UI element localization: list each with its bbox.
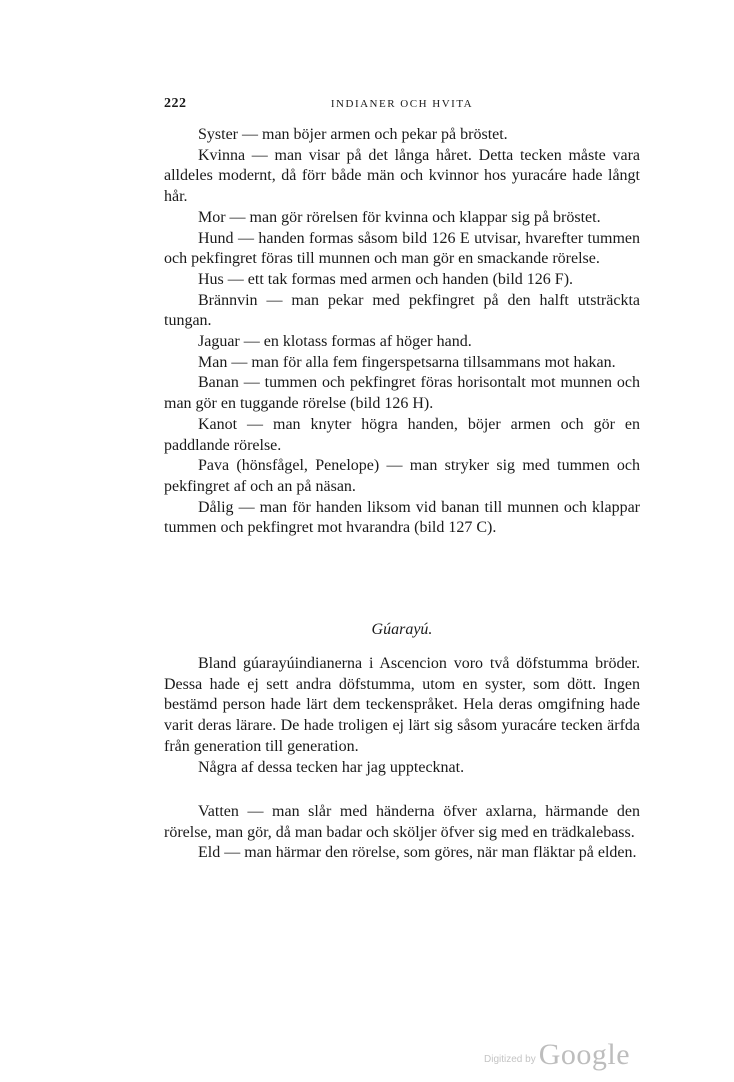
paragraph: Banan — tummen och pekfingret föras horisontalt mot munnen och man gör en tuggande rörelse (bild 126 H).	[164, 374, 640, 413]
paragraph: Bland gúarayúindianerna i Ascencion voro två döfstumma bröder. Dessa hade ej sett andra döfstumma, utom en syster, som dött. Ingen bestämd person hade lärt dem teckenspråket. Hela deras omgifning hade varit deras lärare. De hade troligen ej lärt sig såsom yuracáre tecken ärfda från generation till generation.	[164, 655, 640, 755]
paragraph: Eld — man härmar den rörelse, som göres, när man fläktar på elden.	[198, 844, 637, 862]
paragraph: Jaguar — en klotass formas af höger hand.	[198, 333, 472, 351]
paragraph: Brännvin — man pekar med pekfingret på den halft utsträckta tungan.	[164, 291, 640, 330]
sign-list-yuracare	[164, 125, 640, 539]
paragraph: Kvinna — man visar på det långa håret. Detta tecken måste vara alldeles modernt, då förr både män och kvinnor hos yuracáre hade långt hår.	[164, 146, 640, 206]
paragraph: Hund — handen formas såsom bild 126 E utvisar, hvarefter tummen och pekfingret föras till munnen och man gör en smackande rörelse.	[164, 229, 640, 268]
sign-list-guarayu	[164, 802, 640, 864]
google-logo: Google	[538, 1038, 631, 1071]
paragraph: Man — man för alla fem fingerspetsarna tillsammans mot hakan.	[198, 353, 616, 371]
running-title: INDIANER OCH HVITA	[330, 98, 474, 110]
paragraph: Pava (hönsfågel, Penelope) — man stryker sig med tummen och pekfingret af och an på näsan.	[164, 457, 640, 495]
digitized-watermark	[484, 1030, 630, 1070]
section-heading: Gúarayú.	[371, 621, 433, 638]
page-header	[164, 96, 640, 116]
page-number: 222	[164, 96, 187, 111]
paragraph: Mor — man gör rörelsen för kvinna och klappar sig på bröstet.	[198, 208, 601, 226]
guarayu-intro	[164, 654, 640, 778]
paragraph: Vatten — man slår med händerna öfver axlarna, härmande den rörelse, man gör, då man badar och sköljer öfver sig med en trädkalebass.	[164, 803, 640, 841]
paragraph: Hus — ett tak formas med armen och handen (bild 126 F).	[198, 270, 574, 288]
paragraph: Dålig — man för handen liksom vid banan till munnen och klappar tummen och pekfingret mot hvarandra (bild 127 C).	[164, 498, 640, 537]
paragraph: Några af dessa tecken har jag upptecknat.	[198, 758, 465, 776]
watermark-prefix: Digitized by	[484, 1054, 536, 1065]
paragraph: Syster — man böjer armen och pekar på bröstet.	[198, 126, 508, 143]
paragraph: Kanot — man knyter högra handen, böjer armen och gör en paddlande rörelse.	[164, 415, 640, 454]
